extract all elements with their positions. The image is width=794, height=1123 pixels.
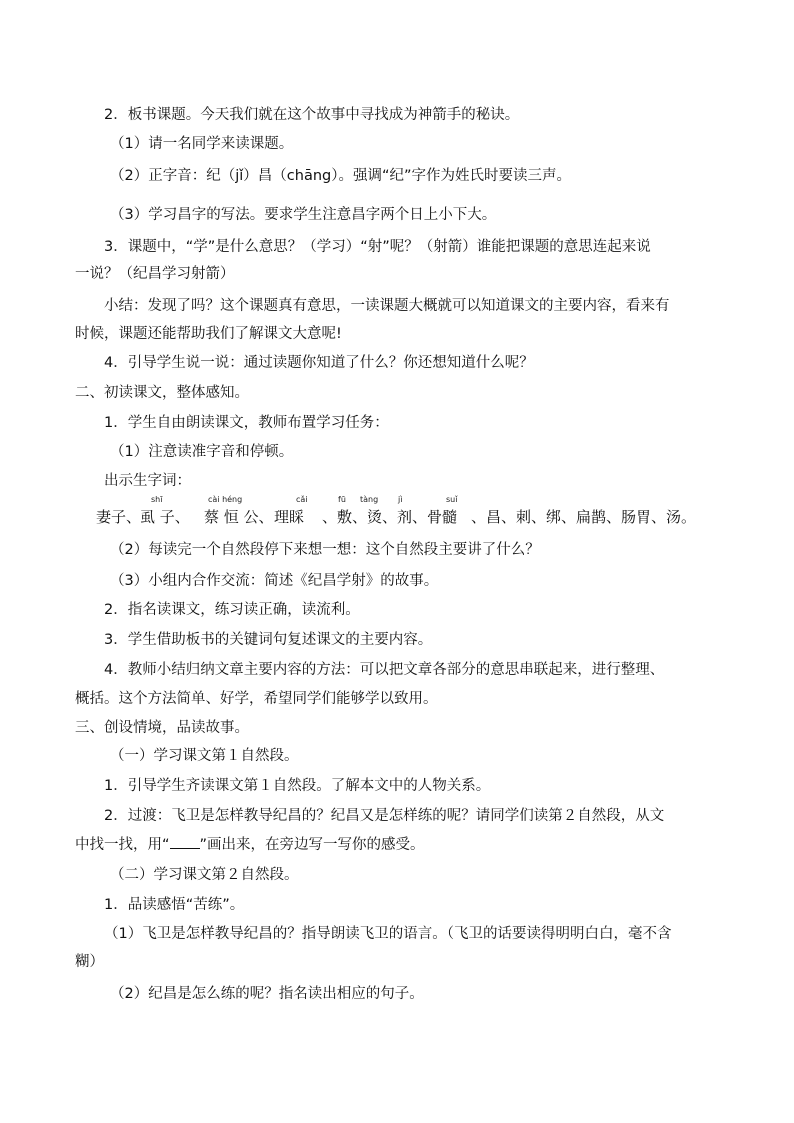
underline-blank xyxy=(170,836,200,849)
vocab-word: 、骨髓 xyxy=(412,508,458,526)
section2-sub-item-3: （3）小组内合作交流：简述《纪昌学射》的故事。 xyxy=(110,573,439,589)
vocab-heading: 出示生字词： xyxy=(104,473,191,489)
vocab-pinyin: jì xyxy=(398,495,403,504)
vocab-word: 、烫 xyxy=(352,508,383,526)
instruction-text: ”画出来，在旁边写一写你的感受。 xyxy=(199,837,425,853)
section2-step-2: 2．指名读课文，练习读正确，读流利。 xyxy=(104,602,360,618)
vocab-pinyin: fū xyxy=(338,495,346,504)
section2-sub-item-1: （1）注意读准字音和停顿。 xyxy=(110,444,294,460)
subsection-2-heading: （二）学习课文第２自然段。 xyxy=(110,867,299,883)
vocab-pinyin: suǐ xyxy=(446,495,458,504)
vocab-word: 妻子、 xyxy=(96,508,142,526)
sub-item-1: （1）请一名同学来读课题。 xyxy=(110,136,294,152)
section2-step-1: 1．学生自由朗读课文，教师布置学习任务： xyxy=(104,415,389,431)
vocab-word: 虱 子、 xyxy=(140,508,190,526)
subsection1-step-1: 1．引导学生齐读课文第１自然段。了解本文中的人物关系。 xyxy=(104,778,491,794)
section-heading-2: 二、初读课文，整体感知。 xyxy=(75,385,249,401)
vocab-word: 理睬 xyxy=(274,508,305,526)
summary-paragraph-cont: 时候，课题还能帮助我们了解课文大意呢! xyxy=(75,326,342,342)
subsection1-step-2-cont xyxy=(75,835,425,855)
vocab-pinyin: cài héng xyxy=(208,495,243,504)
vocab-pinyin: cǎi xyxy=(296,495,308,504)
paragraph-step-4: 4．引导学生说一说：通过读题你知道了什么？你还想知道什么呢？ xyxy=(104,355,534,371)
subsection2-sub-item-1: （1）飞卫是怎样教导纪昌的？指导朗读飞卫的语言。（飞卫的话要读得明明白白，毫不含 xyxy=(104,926,672,942)
subsection2-sub-item-2: （2）纪昌是怎么练的呢？指名读出相应的句子。 xyxy=(110,986,424,1002)
vocab-word: 蔡 恒 公、 xyxy=(204,508,274,526)
section2-step-3: 3．学生借助板书的关键词句复述课文的主要内容。 xyxy=(104,632,433,648)
vocab-pinyin: shī xyxy=(151,495,163,504)
section-heading-3: 三、创设情境，品读故事。 xyxy=(75,720,249,736)
paragraph-step-3: 3．课题中，“学”是什么意思？（学习）“射”呢？（射箭）谁能把课题的意思连起来说 xyxy=(104,239,651,255)
vocab-word: 、昌、刺、绑、扁鹊、肠胃、汤。 xyxy=(471,508,697,526)
subsection2-step-1: 1．品读感悟“苦练”。 xyxy=(104,897,245,913)
vocab-word: 、敷 xyxy=(322,508,353,526)
sub-item-3: （3）学习昌字的写法。要求学生注意昌字两个日上小下大。 xyxy=(110,207,497,223)
sub-item-2: （2）正字音：纪（jǐ）昌（chāng）。强调“纪”字作为姓氏时要读三声。 xyxy=(110,168,571,184)
paragraph-step-3-cont: 一说？（纪昌学习射箭） xyxy=(75,266,235,282)
summary-paragraph: 小结：发现了吗？这个课题真有意思，一读课题大概就可以知道课文的主要内容，看来有 xyxy=(104,298,670,314)
section2-step-4-cont: 概括。这个方法简单、好学，希望同学们能够学以致用。 xyxy=(75,691,438,707)
section2-sub-item-2: （2）每读完一个自然段停下来想一想：这个自然段主要讲了什么？ xyxy=(110,542,540,558)
vocab-pinyin: tàng xyxy=(360,495,379,504)
section2-step-4: 4．教师小结归纳文章主要内容的方法：可以把文章各部分的意思串联起来，进行整理、 xyxy=(104,662,665,678)
instruction-text: 中找一找，用“ xyxy=(75,837,170,853)
vocab-word: 、剂 xyxy=(382,508,413,526)
subsection2-sub-item-1-cont: 糊） xyxy=(75,954,104,970)
subsection1-step-2: 2．过渡：飞卫是怎样教导纪昌的？纪昌又是怎样练的呢？请同学们读第２自然段，从文 xyxy=(104,808,665,824)
paragraph-step-2: 2．板书课题。今天我们就在这个故事中寻找成为神箭手的秘诀。 xyxy=(104,107,520,123)
vocabulary-list xyxy=(96,495,716,531)
subsection-1-heading: （一）学习课文第１自然段。 xyxy=(110,748,299,764)
